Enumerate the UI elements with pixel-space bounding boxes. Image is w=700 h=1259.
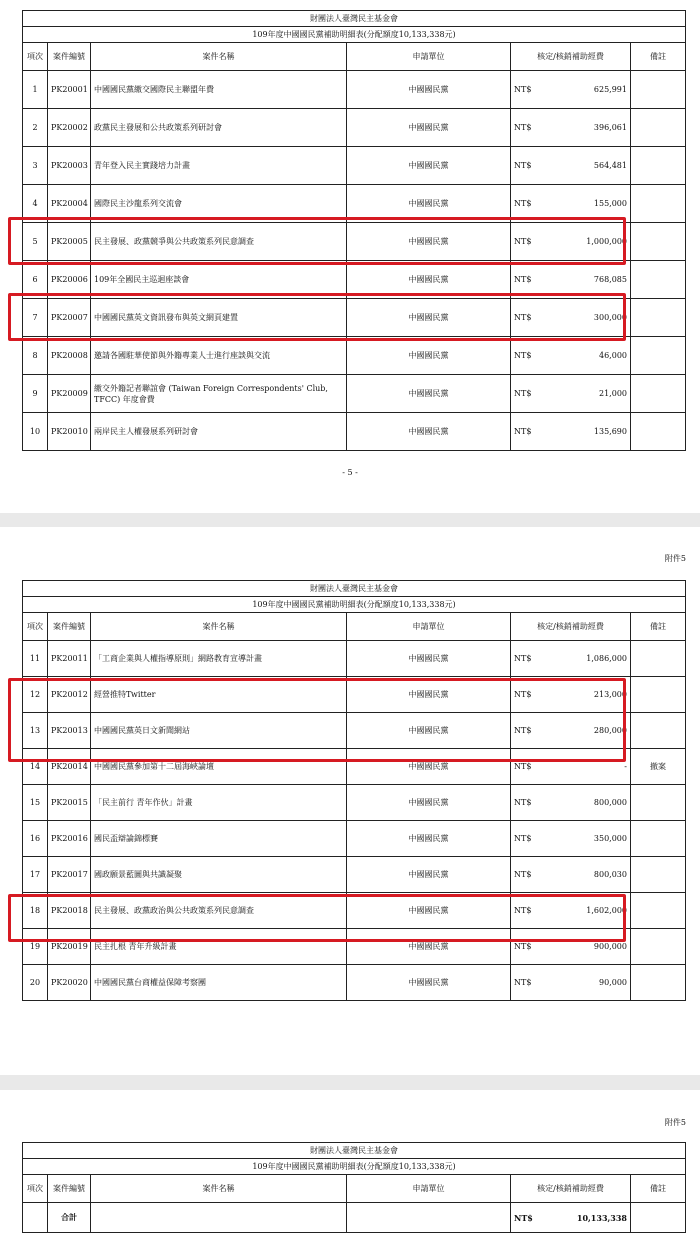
row-amount: 21,000 <box>599 389 627 398</box>
row-note <box>631 413 686 451</box>
row-case-code: PK20007 <box>48 299 91 337</box>
currency-label: NT$ <box>514 690 532 699</box>
row-applicant: 中國國民黨 <box>347 893 511 929</box>
row-case-name: 青年登入民主實踐培力計畫 <box>91 147 347 185</box>
row-index: 5 <box>23 223 48 261</box>
page-number: - 5 - <box>342 468 358 477</box>
table-row <box>23 109 686 147</box>
row-case-name: 邀請各國駐華使節與外籍專業人士進行座談與交流 <box>91 337 347 375</box>
row-index: 8 <box>23 337 48 375</box>
header-amount: 核定/核銷補助經費 <box>511 43 631 71</box>
header-case-name: 案件名稱 <box>91 1175 347 1203</box>
row-amount-cell <box>511 71 631 109</box>
currency-label: NT$ <box>514 906 532 915</box>
currency-label: NT$ <box>514 978 532 987</box>
table-row <box>23 71 686 109</box>
row-note <box>631 785 686 821</box>
row-amount-cell <box>511 223 631 261</box>
currency-label: NT$ <box>514 313 532 322</box>
row-index: 14 <box>23 749 48 785</box>
row-amount: 564,481 <box>593 161 627 170</box>
header-applicant: 申請單位 <box>347 613 511 641</box>
row-amount: 46,000 <box>599 351 627 360</box>
grant-table-page-2 <box>22 580 686 1001</box>
total-label: 合計 <box>48 1203 91 1233</box>
row-case-code: PK20006 <box>48 261 91 299</box>
row-amount-cell <box>511 821 631 857</box>
row-note <box>631 109 686 147</box>
table-row <box>23 749 686 785</box>
header-note: 備註 <box>631 613 686 641</box>
row-applicant: 中國國民黨 <box>347 785 511 821</box>
table-title: 109年度中國國民黨補助明細表(分配額度10,133,338元) <box>23 27 686 43</box>
row-applicant: 中國國民黨 <box>347 299 511 337</box>
row-case-name: 「工商企業與人權指導原則」網路教育宣導計畫 <box>91 641 347 677</box>
row-case-code: PK20012 <box>48 677 91 713</box>
row-applicant: 中國國民黨 <box>347 413 511 451</box>
currency-label: NT$ <box>514 1212 533 1223</box>
row-case-name: 政黨民主發展和公共政策系列研討會 <box>91 109 347 147</box>
currency-label: NT$ <box>514 942 532 951</box>
row-applicant: 中國國民黨 <box>347 965 511 1001</box>
row-index: 15 <box>23 785 48 821</box>
row-case-code: PK20004 <box>48 185 91 223</box>
currency-label: NT$ <box>514 351 532 360</box>
row-amount-cell <box>511 185 631 223</box>
row-note <box>631 147 686 185</box>
currency-label: NT$ <box>514 834 532 843</box>
row-index: 2 <box>23 109 48 147</box>
table-row <box>23 337 686 375</box>
row-amount-cell <box>511 261 631 299</box>
row-index: 7 <box>23 299 48 337</box>
row-note <box>631 261 686 299</box>
row-amount-cell <box>511 375 631 413</box>
row-index: 3 <box>23 147 48 185</box>
row-case-code: PK20008 <box>48 337 91 375</box>
header-index: 項次 <box>23 43 48 71</box>
header-case-no: 案件編號 <box>48 43 91 71</box>
row-applicant: 中國國民黨 <box>347 713 511 749</box>
total-row <box>23 1203 686 1233</box>
header-case-no: 案件編號 <box>48 1175 91 1203</box>
table-row <box>23 375 686 413</box>
row-applicant: 中國國民黨 <box>347 185 511 223</box>
row-index: 6 <box>23 261 48 299</box>
grant-table-page-3 <box>22 1142 686 1233</box>
row-applicant: 中國國民黨 <box>347 857 511 893</box>
grant-table-page-1 <box>22 10 686 451</box>
row-case-name: 國際民主沙龍系列交流會 <box>91 185 347 223</box>
currency-label: NT$ <box>514 123 532 132</box>
header-case-name: 案件名稱 <box>91 613 347 641</box>
table-row <box>23 893 686 929</box>
total-amount: 10,133,338 <box>576 1212 627 1223</box>
row-case-name: 「民主前行 青年作伙」計畫 <box>91 785 347 821</box>
row-case-code: PK20015 <box>48 785 91 821</box>
row-index: 4 <box>23 185 48 223</box>
row-note: 撤案 <box>631 749 686 785</box>
table-row <box>23 677 686 713</box>
header-applicant: 申請單位 <box>347 1175 511 1203</box>
row-case-code: PK20016 <box>48 821 91 857</box>
row-index: 9 <box>23 375 48 413</box>
header-row <box>23 1175 686 1203</box>
row-note <box>631 641 686 677</box>
org-title: 財團法人臺灣民主基金會 <box>23 11 686 27</box>
currency-label: NT$ <box>514 654 532 663</box>
header-note: 備註 <box>631 1175 686 1203</box>
row-amount-cell <box>511 749 631 785</box>
row-amount-cell <box>511 413 631 451</box>
org-title: 財團法人臺灣民主基金會 <box>23 1143 686 1159</box>
currency-label: NT$ <box>514 199 532 208</box>
row-amount: 900,000 <box>593 942 627 951</box>
row-amount: 155,000 <box>593 199 627 208</box>
table-row <box>23 713 686 749</box>
row-case-code: PK20009 <box>48 375 91 413</box>
row-case-code: PK20011 <box>48 641 91 677</box>
row-case-name: 中國國民黨台商權益保障考察團 <box>91 965 347 1001</box>
row-note <box>631 337 686 375</box>
row-case-code: PK20018 <box>48 893 91 929</box>
row-case-code: PK20005 <box>48 223 91 261</box>
header-case-no: 案件編號 <box>48 613 91 641</box>
row-amount: 800,000 <box>593 798 627 807</box>
row-index: 12 <box>23 677 48 713</box>
row-amount: 1,086,000 <box>586 654 627 663</box>
row-case-code: PK20010 <box>48 413 91 451</box>
row-index: 10 <box>23 413 48 451</box>
row-index: 13 <box>23 713 48 749</box>
table-row <box>23 261 686 299</box>
row-amount-cell <box>511 713 631 749</box>
table-row <box>23 147 686 185</box>
table-row <box>23 857 686 893</box>
currency-label: NT$ <box>514 870 532 879</box>
row-amount-cell <box>511 893 631 929</box>
header-amount: 核定/核銷補助經費 <box>511 1175 631 1203</box>
row-note <box>631 929 686 965</box>
row-applicant: 中國國民黨 <box>347 821 511 857</box>
table-row <box>23 929 686 965</box>
row-case-name: 中國國民黨英文資訊發布與英文網頁建置 <box>91 299 347 337</box>
row-index: 16 <box>23 821 48 857</box>
currency-label: NT$ <box>514 161 532 170</box>
row-case-code: PK20001 <box>48 71 91 109</box>
document-page-2 <box>0 527 700 1075</box>
table-row <box>23 223 686 261</box>
table-row <box>23 185 686 223</box>
document-page-3 <box>0 1090 700 1259</box>
table-row <box>23 641 686 677</box>
currency-label: NT$ <box>514 237 532 246</box>
row-case-name: 國政願景藍圖與共識凝聚 <box>91 857 347 893</box>
row-case-name: 國民盃辯論錦標賽 <box>91 821 347 857</box>
row-index: 17 <box>23 857 48 893</box>
row-amount-cell <box>511 109 631 147</box>
currency-label: NT$ <box>514 427 532 436</box>
currency-label: NT$ <box>514 726 532 735</box>
row-case-name: 109年全國民主巡迴座談會 <box>91 261 347 299</box>
row-note <box>631 821 686 857</box>
row-amount: 135,690 <box>593 427 627 436</box>
row-case-name: 中國國民黨英日文新聞網站 <box>91 713 347 749</box>
row-amount: 280,000 <box>593 726 627 735</box>
row-case-name: 中國國民黨參加第十二屆海峽論壇 <box>91 749 347 785</box>
row-amount-cell <box>511 677 631 713</box>
table-row <box>23 965 686 1001</box>
row-amount: 300,000 <box>593 313 627 322</box>
header-index: 項次 <box>23 613 48 641</box>
row-amount-cell <box>511 641 631 677</box>
row-case-code: PK20020 <box>48 965 91 1001</box>
row-amount: 90,000 <box>599 978 627 987</box>
row-case-name: 民主發展、政黨政治與公共政策系列民意調查 <box>91 893 347 929</box>
row-note <box>631 375 686 413</box>
currency-label: NT$ <box>514 798 532 807</box>
row-note <box>631 893 686 929</box>
row-index: 1 <box>23 71 48 109</box>
row-applicant: 中國國民黨 <box>347 223 511 261</box>
table-row <box>23 821 686 857</box>
row-amount: 625,991 <box>593 85 627 94</box>
table-title: 109年度中國國民黨補助明細表(分配額度10,133,338元) <box>23 1159 686 1175</box>
row-amount: 1,000,000 <box>586 237 627 246</box>
row-amount-cell <box>511 785 631 821</box>
row-applicant: 中國國民黨 <box>347 677 511 713</box>
row-case-code: PK20017 <box>48 857 91 893</box>
row-applicant: 中國國民黨 <box>347 337 511 375</box>
header-row <box>23 43 686 71</box>
header-index: 項次 <box>23 1175 48 1203</box>
row-index: 18 <box>23 893 48 929</box>
attachment-label: 附件5 <box>664 1118 686 1127</box>
row-note <box>631 71 686 109</box>
row-case-name: 民主發展、政黨競爭與公共政策系列民意調查 <box>91 223 347 261</box>
row-applicant: 中國國民黨 <box>347 929 511 965</box>
row-case-code: PK20002 <box>48 109 91 147</box>
row-amount-cell <box>511 929 631 965</box>
row-amount-cell <box>511 337 631 375</box>
row-amount: 1,602,000 <box>586 906 627 915</box>
row-applicant: 中國國民黨 <box>347 261 511 299</box>
row-amount: 768,085 <box>593 275 627 284</box>
row-amount-cell <box>511 147 631 185</box>
row-amount-cell <box>511 299 631 337</box>
row-case-code: PK20019 <box>48 929 91 965</box>
row-note <box>631 677 686 713</box>
row-applicant: 中國國民黨 <box>347 147 511 185</box>
row-case-code: PK20003 <box>48 147 91 185</box>
row-amount-cell <box>511 965 631 1001</box>
currency-label: NT$ <box>514 85 532 94</box>
row-note <box>631 299 686 337</box>
row-case-code: PK20013 <box>48 713 91 749</box>
row-case-name: 中國國民黨繳交國際民主聯盟年費 <box>91 71 347 109</box>
row-index: 19 <box>23 929 48 965</box>
row-note <box>631 965 686 1001</box>
row-note <box>631 857 686 893</box>
row-note <box>631 185 686 223</box>
row-case-name: 繳交外籍記者聯誼會 (Taiwan Foreign Correspondents' Club, TFCC) 年度會費 <box>91 375 347 413</box>
row-amount-cell <box>511 857 631 893</box>
currency-label: NT$ <box>514 275 532 284</box>
table-row <box>23 413 686 451</box>
table-row <box>23 299 686 337</box>
document-page-1 <box>0 0 700 513</box>
row-case-code: PK20014 <box>48 749 91 785</box>
row-index: 20 <box>23 965 48 1001</box>
table-title: 109年度中國國民黨補助明細表(分配額度10,133,338元) <box>23 597 686 613</box>
attachment-label: 附件5 <box>664 554 686 563</box>
row-applicant: 中國國民黨 <box>347 71 511 109</box>
table-row <box>23 785 686 821</box>
header-applicant: 申請單位 <box>347 43 511 71</box>
row-amount: 350,000 <box>593 834 627 843</box>
header-row <box>23 613 686 641</box>
row-applicant: 中國國民黨 <box>347 749 511 785</box>
row-case-name: 兩岸民主人權發展系列研討會 <box>91 413 347 451</box>
row-index: 11 <box>23 641 48 677</box>
row-amount: 800,030 <box>593 870 627 879</box>
row-applicant: 中國國民黨 <box>347 109 511 147</box>
row-note <box>631 713 686 749</box>
row-case-name: 民主扎根 青年升級計畫 <box>91 929 347 965</box>
row-applicant: 中國國民黨 <box>347 641 511 677</box>
currency-label: NT$ <box>514 389 532 398</box>
row-note <box>631 223 686 261</box>
row-amount: 213,000 <box>593 690 627 699</box>
org-title: 財團法人臺灣民主基金會 <box>23 581 686 597</box>
row-case-name: 經營推特Twitter <box>91 677 347 713</box>
header-case-name: 案件名稱 <box>91 43 347 71</box>
row-amount: - <box>624 762 627 771</box>
currency-label: NT$ <box>514 762 532 771</box>
header-amount: 核定/核銷補助經費 <box>511 613 631 641</box>
row-amount: 396,061 <box>593 123 627 132</box>
row-applicant: 中國國民黨 <box>347 375 511 413</box>
header-note: 備註 <box>631 43 686 71</box>
